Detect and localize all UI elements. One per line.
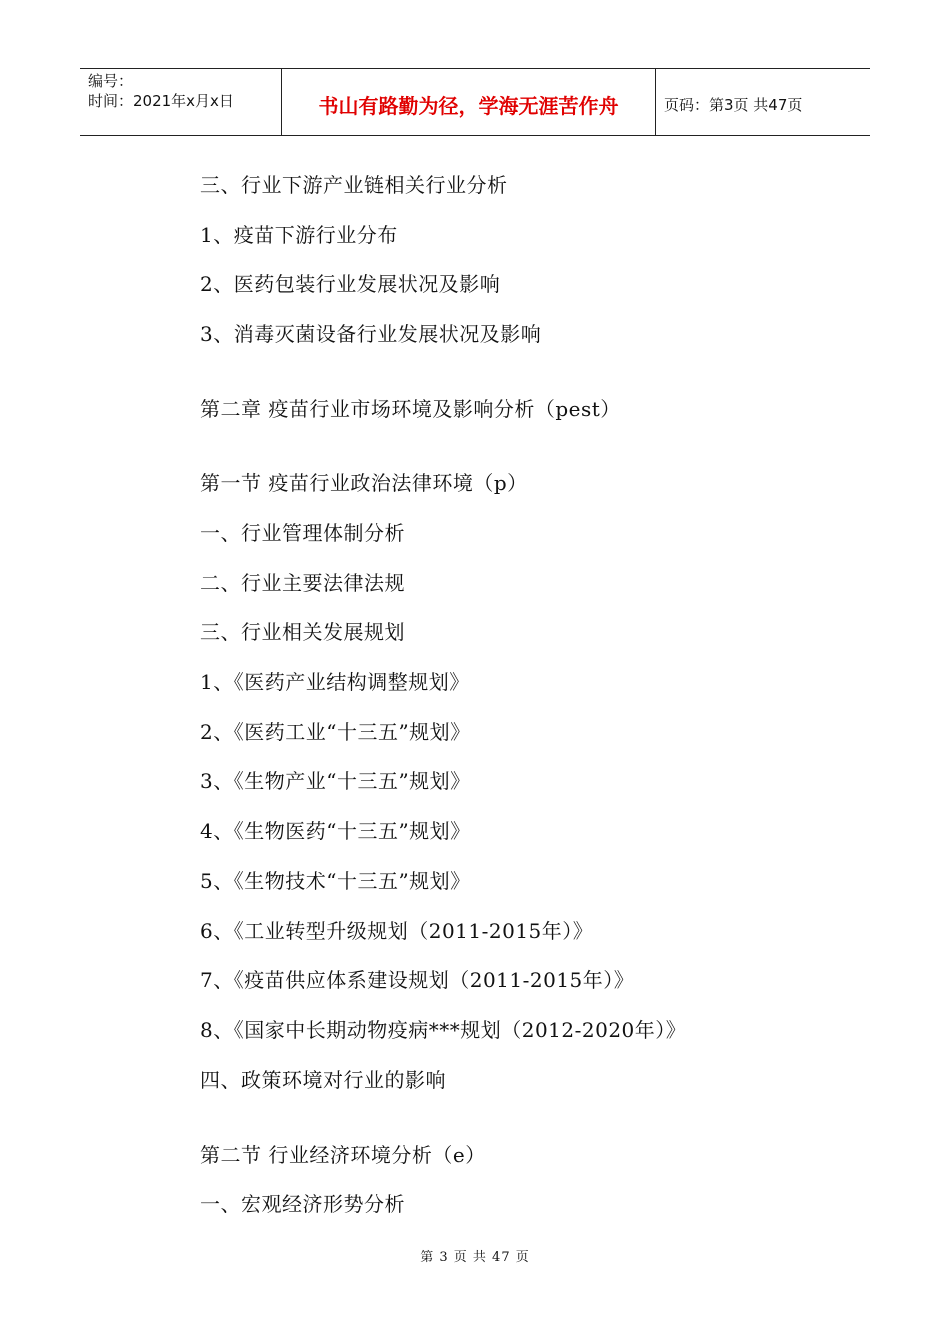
toc-line: 四、政策环境对行业的影响 <box>200 1068 446 1092</box>
toc-line: 3、消毒灭菌设备行业发展状况及影响 <box>200 322 542 346</box>
toc-line: 6、《工业转型升级规划（2011-2015年）》 <box>200 919 594 943</box>
toc-line: 三、行业下游产业链相关行业分析 <box>200 173 508 197</box>
section-heading: 第一节 疫苗行业政治法律环境（p） <box>200 471 528 495</box>
toc-line: 1、疫苗下游行业分布 <box>200 223 398 247</box>
document-header <box>80 68 870 136</box>
page-footer: 第 3 页 共 47 页 <box>420 1250 530 1265</box>
toc-line: 7、《疫苗供应体系建设规划（2011-2015年）》 <box>200 968 635 992</box>
toc-line: 二、行业主要法律法规 <box>200 571 405 595</box>
chapter-heading: 第二章 疫苗行业市场环境及影响分析（pest） <box>200 397 621 421</box>
header-page-info: 页码：第3页 共47页 <box>664 95 803 114</box>
header-meta <box>80 69 282 135</box>
toc-line: 8、《国家中长期动物疫病***规划（2012-2020年）》 <box>200 1018 687 1042</box>
toc-line: 4、《生物医药“十三五”规划》 <box>200 819 471 843</box>
toc-line: 2、医药包装行业发展状况及影响 <box>200 272 501 296</box>
toc-line: 三、行业相关发展规划 <box>200 620 405 644</box>
time-label: 时间：2021年x月x日 <box>88 92 234 110</box>
toc-line: 1、《医药产业结构调整规划》 <box>200 670 470 694</box>
toc-line: 5、《生物技术“十三五”规划》 <box>200 869 471 893</box>
header-motto: 书山有路勤为径，学海无涯苦作舟 <box>282 69 656 135</box>
number-label: 编号： <box>88 72 134 90</box>
toc-line: 2、《医药工业“十三五”规划》 <box>200 720 471 744</box>
toc-line: 3、《生物产业“十三五”规划》 <box>200 769 471 793</box>
toc-line: 一、行业管理体制分析 <box>200 521 405 545</box>
toc-line: 一、宏观经济形势分析 <box>200 1192 405 1216</box>
section-heading: 第二节 行业经济环境分析（e） <box>200 1143 486 1167</box>
